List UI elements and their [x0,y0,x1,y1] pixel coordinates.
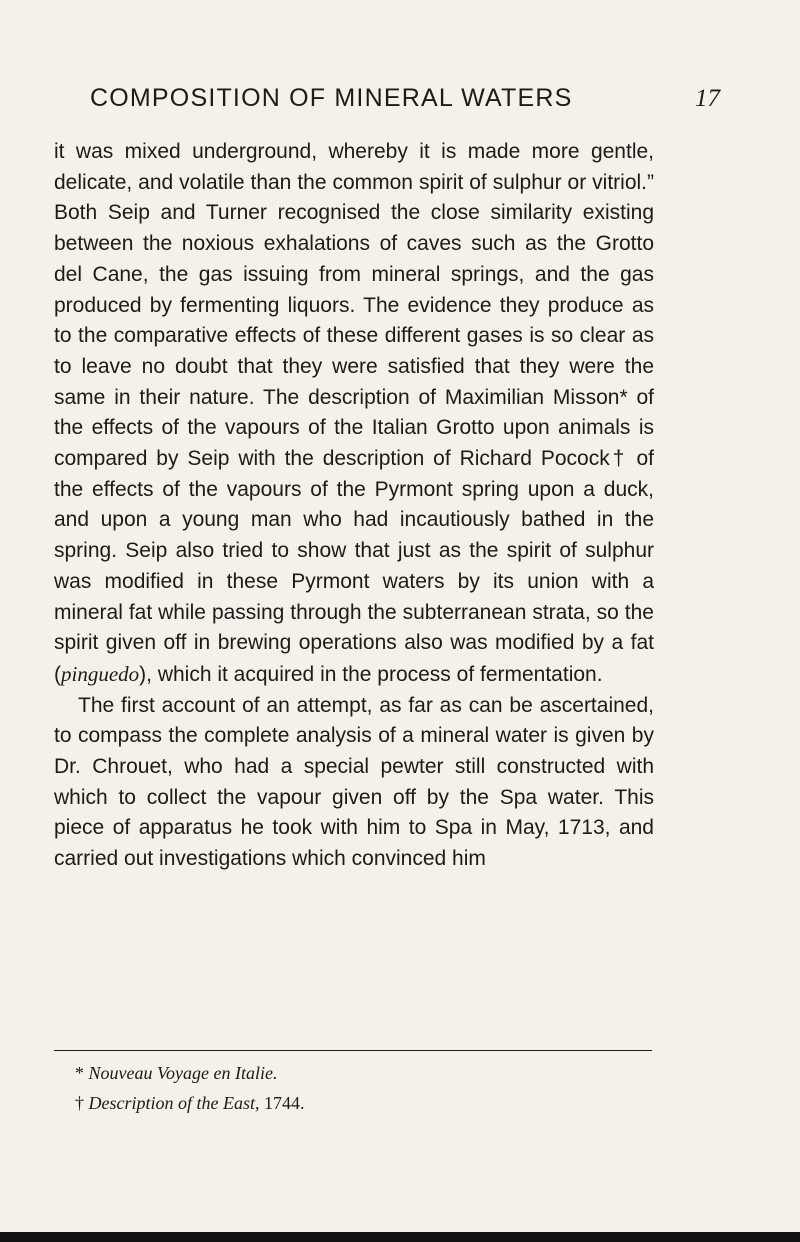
paragraph-1 [54,137,654,691]
paragraph-2: The first account of an attempt, as far as can be ascertained, to compass the complete analysis of a mineral water is given by Dr. Chrouet, who had a special pewter still constructed with which to collect the vapour given off by the Spa water. This piece of apparatus he took with him to Spa in May, 1713, and carried out investigations which convinced him [54,693,654,871]
running-head [90,84,720,113]
paragraph-1-text-b: ), which it acquired in the process of fermentation. [139,662,603,686]
paragraph-1-text-a: it was mixed underground, whereby it is made more gentle, delicate, and volatile than the common spirit of sulphur or vitriol.” Both Seip and Turner recognised the close similarity existing between the noxious exhalations of caves such as the Grotto del Cane, the gas issuing from mineral springs, and the gas produced by fermenting liquors. The evidence they produce as to the comparative effects of these different gases is so clear as to leave no doubt that they were satisfied that they were the same in their nature. The description of Maximilian Misson* of the effects of the vapours of the Italian Grotto upon animals is compared by Seip with the description of Richard Pocock† of the effects of the vapours of the Pyrmont spring upon a duck, and upon a young man who had incautiously bathed in the spring. Seip also tried to show that just as the spirit of sulphur was modified in these Pyrmont waters by its union with a mineral fat while passing through the subterranean strata, so the spirit given off in brewing operations also was modified by a fat ( [54,140,654,686]
footnote-2-title: Description of the East [88,1093,255,1113]
running-head-title: COMPOSITION OF MINERAL WATERS [90,84,573,112]
footnote-1 [75,1058,655,1088]
body-text [54,137,654,875]
paragraph-1-italic-term: pinguedo [61,661,140,686]
footnote-1-mark: * [75,1063,89,1083]
footnote-divider [54,1050,652,1051]
footnote-2 [75,1088,655,1118]
page-number: 17 [695,85,720,112]
footnote-2-mark: † [75,1093,89,1113]
footnote-1-title: Nouveau Voyage en Italie. [88,1063,278,1083]
scan-bottom-edge [0,1232,800,1242]
footnote-2-rest: , 1744. [254,1093,305,1113]
footnotes [75,1058,655,1118]
